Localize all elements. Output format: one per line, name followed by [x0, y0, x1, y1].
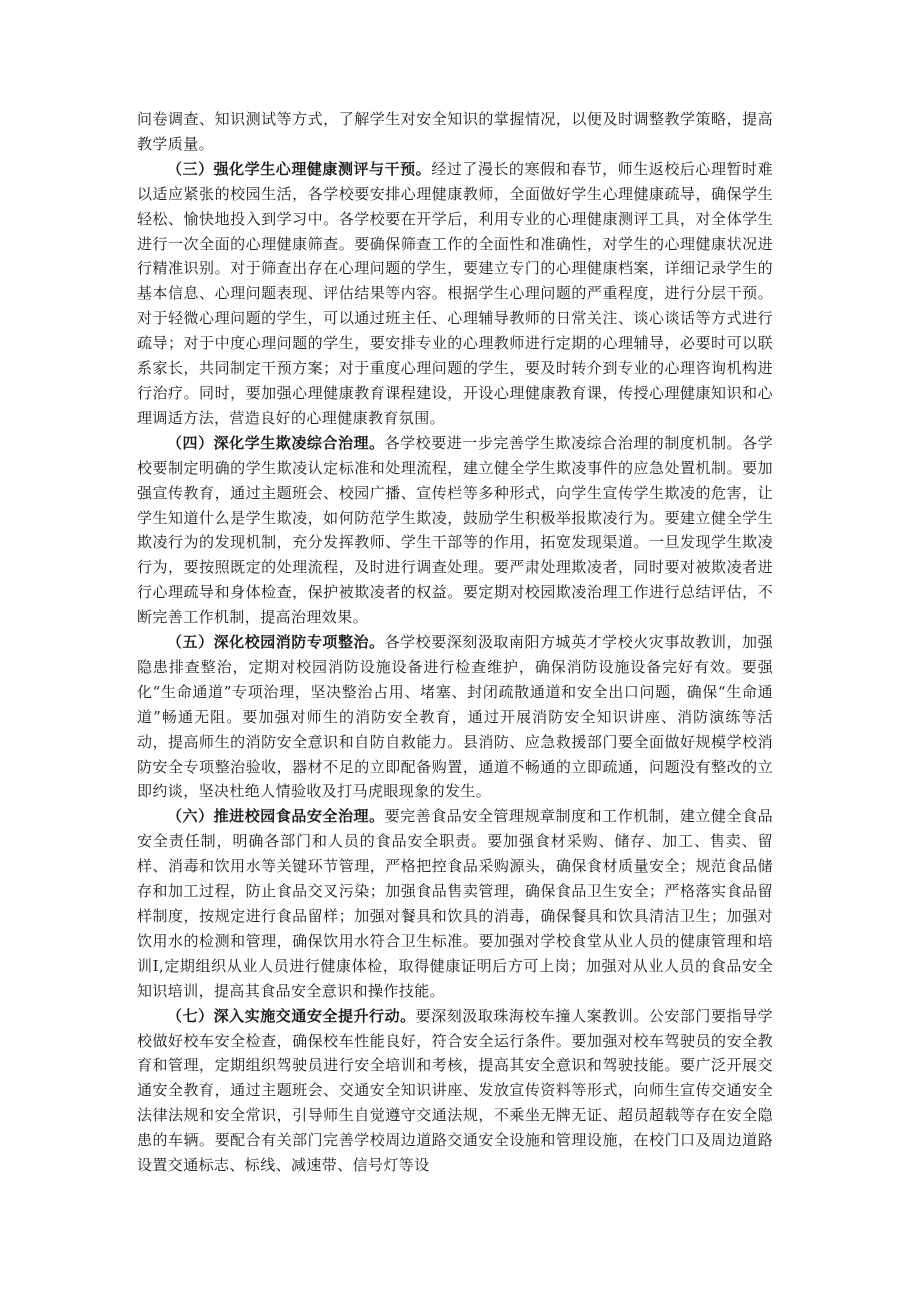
section-heading: （四）深化学生欺凌综合治理。 [167, 433, 385, 452]
paragraph-body: 要深刻汲取珠海校车撞人案教训。公安部门要指导学校做好校车安全检查，确保校车性能良好，符合安全运行条件。要加强对校车驾驶员的安全教育和管理，定期组织驾驶员进行安全培训和考核，提高其安全意识和驾驶技能。要广泛开展交通安全教育，通过主题班会、交通安全知识讲座、发放宣传资料等形式，向师生宣传交通安全法律法规和安全常识，引导师生自觉遵守交通法规，不乘坐无牌无证、超员超载等存在安全隐患的车辆。要配合有关部门完善学校周边道路交通安全设施和管理设施，在校门口及周边道路设置交通标志、标线、减速带、信号灯等设 [137, 1006, 773, 1175]
paragraph-body: 各学校要深刻汲取南阳方城英才学校火灾事故教训，加强隐患排查整治，定期对校园消防设施设备进行检查维护，确保消防设施设备完好有效。要强化“生命通道”专项治理，坚决整治占用、堵塞、封闭疏散通道和安全出口问题，确保“生命通道”畅通无阻。要加强对师生的消防安全教育，通过开展消防安全知识讲座、消防演练等活动，提高师生的消防安全意识和自防自救能力。县消防、应急救援部门要全面做好规模学校消防安全专项整治验收，器材不足的立即配备购置，通道不畅通的立即疏通，问题没有整改的立即约谈，坚决杜绝人情验收及打马虎眼现象的发生。 [137, 633, 773, 801]
paragraph-section-6 [137, 804, 773, 1003]
section-heading: （六）推进校园食品安全治理。 [167, 807, 385, 826]
paragraph-body: 要完善食品安全管理规章制度和工作机制，建立健全食品安全责任制，明确各部门和人员的食品安全职责。要加强食材采购、储存、加工、售卖、留样、消毒和饮用水等关键环节管理，严格把控食品采购源头，确保食材质量安全；规范食品储存和加工过程，防止食品交叉污染；加强食品售卖管理，确保食品卫生安全；严格落实食品留样制度，按规定进行食品留样；加强对餐具和饮具的消毒，确保餐具和饮具清洁卫生；加强对饮用水的检测和管理，确保饮用水符合卫生标准。要加强对学校食堂从业人员的健康管理和培训I,定期组织从业人员进行健康体检，取得健康证明后方可上岗；加强对从业人员的食品安全知识培训，提高其食品安全意识和操作技能。 [137, 807, 773, 1000]
section-heading: （三）强化学生心理健康测评与干预。 [167, 159, 432, 178]
document-page [137, 107, 773, 1178]
paragraph-body: 经过了漫长的寒假和春节，师生返校后心理暂时难以适应紧张的校园生活，各学校要安排心理健康教师，全面做好学生心理健康疏导，确保学生轻松、愉快地投入到学习中。各学校要在开学后，利用专业的心理健康测评工具，对全体学生进行一次全面的心理健康筛查。要确保筛查工作的全面性和准确性，对学生的心理健康状况进行精准识别。对于筛查出存在心理问题的学生，要建立专门的心理健康档案，详细记录学生的基本信息、心理问题表现、评估结果等内容。根据学生心理问题的严重程度，进行分层干预。对于轻微心理问题的学生，可以通过班主任、心理辅导教师的日常关注、谈心谈话等方式进行疏导；对于中度心理问题的学生，要安排专业的心理教师进行定期的心理辅导，必要时可以联系家长，共同制定干预方案；对于重度心理问题的学生，要及时转介到专业的心理咨询机构进行治疗。同时，要加强心理健康教育课程建设，开设心理健康教育课，传授心理健康知识和心理调适方法，营造良好的心理健康教育氛围。 [137, 159, 773, 427]
paragraph-body: 问卷调查、知识测试等方式，了解学生对安全知识的掌握情况，以便及时调整教学策略，提高教学质量。 [137, 110, 773, 153]
paragraph-continuation [137, 107, 773, 157]
paragraph-section-4 [137, 431, 773, 630]
paragraph-body: 各学校要进一步完善学生欺凌综合治理的制度机制。各学校要制定明确的学生欺凌认定标准和处理流程，建立健全学生欺凌事件的应急处置机制。要加强宣传教育，通过主题班会、校园广播、宣传栏等多种形式，向学生宣传学生欺凌的危害，让学生知道什么是学生欺凌，如何防范学生欺凌，鼓励学生积极举报欺凌行为。要建立健全学生欺凌行为的发现机制，充分发挥教师、学生干部等的作用，拓宽发现渠道。一旦发现学生欺凌行为，要按照既定的处理流程，及时进行调查处理。要严肃处理欺凌者，同时要对被欺凌者进行心理疏导和身体检查，保护被欺凌者的权益。要定期对校园欺凌治理工作进行总结评估，不断完善工作机制，提高治理效果。 [137, 433, 773, 627]
section-heading: （五）深化校园消防专项整治。 [167, 633, 385, 652]
paragraph-section-7 [137, 1004, 773, 1178]
paragraph-section-3 [137, 157, 773, 431]
paragraph-section-5 [137, 630, 773, 804]
section-heading: （七）深入实施交通安全提升行动。 [167, 1006, 416, 1025]
